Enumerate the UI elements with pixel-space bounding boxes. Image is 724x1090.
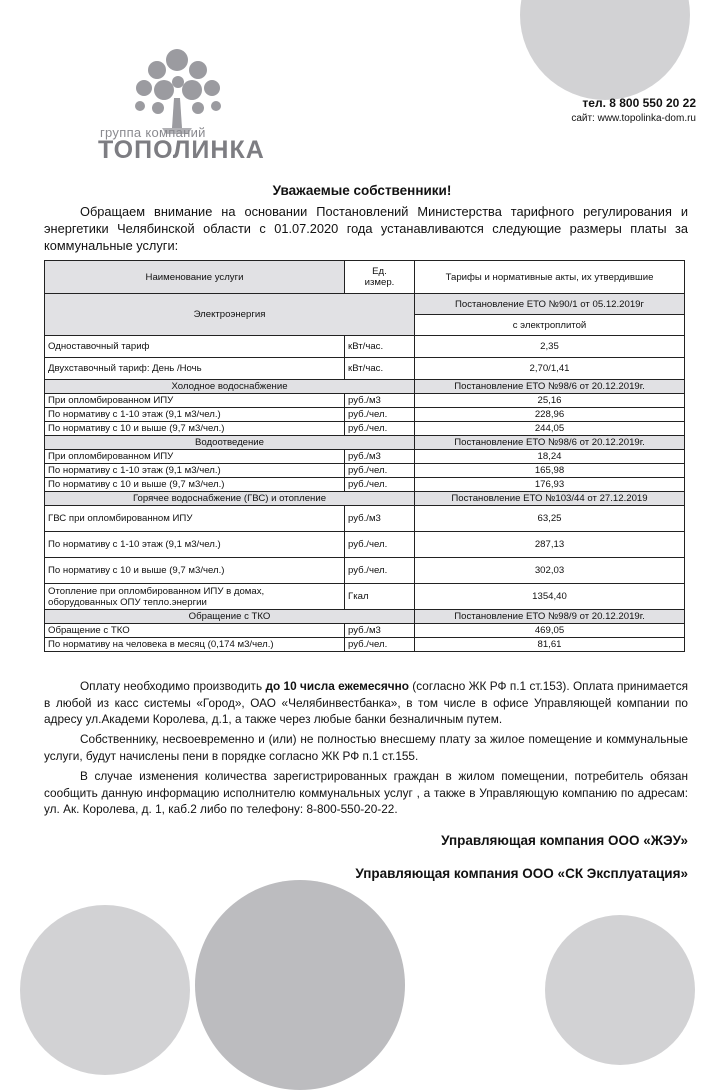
row-value: 287,13: [415, 532, 685, 558]
row-unit: руб./м3: [345, 394, 415, 408]
table-row: [45, 336, 685, 358]
row-name: Обращение с ТКО: [45, 624, 345, 638]
row-unit: руб./чел.: [345, 422, 415, 436]
header-unit-line1: Ед.: [372, 266, 387, 277]
table-row: [45, 422, 685, 436]
payment-text-after: (согласно ЖК РФ п.1 ст.153). Оплата принимается в любой из касс системы «Город», ОАО «Челябинвестбанка», в том числе в офисе Управляющей компании по адресу ул.Академи Королева, д.1, а также через любые банки безналичным путем.: [44, 679, 688, 726]
logo-subtitle: группа компаний: [100, 125, 206, 140]
decor-circle-bottom-center: [195, 880, 405, 1090]
row-name: По нормативу с 1-10 этаж (9,1 м3/чел.): [45, 532, 345, 558]
row-unit: руб./чел.: [345, 638, 415, 652]
section-row-hot-water: [45, 492, 685, 506]
row-name: По нормативу с 10 и выше (9,7 м3/чел.): [45, 558, 345, 584]
row-name: По нормативу на человека в месяц (0,174 м3/чел.): [45, 638, 345, 652]
row-name: По нормативу с 1-10 этаж (9,1 м3/чел.): [45, 464, 345, 478]
row-value: 469,05: [415, 624, 685, 638]
contact-site: сайт: www.topolinka-dom.ru: [571, 113, 696, 124]
row-value: 18,24: [415, 450, 685, 464]
payment-paragraph: [44, 678, 688, 728]
section-hot-act: Постановление ЕТО №103/44 от 27.12.2019: [415, 492, 685, 506]
row-unit: руб./м3: [345, 624, 415, 638]
row-unit: руб./чел.: [345, 478, 415, 492]
row-value: 2,70/1,41: [415, 358, 685, 380]
payment-text-before: Оплату необходимо производить: [80, 679, 266, 693]
payment-deadline: до 10 числа ежемесячно: [265, 679, 409, 693]
table-row-heating: [45, 584, 685, 610]
section-waste-name: Обращение с ТКО: [45, 610, 415, 624]
row-unit: руб./чел.: [345, 532, 415, 558]
row-name: [45, 584, 345, 610]
signature-zheu: Управляющая компания ООО «ЖЭУ»: [441, 833, 688, 848]
row-name: При опломбированном ИПУ: [45, 394, 345, 408]
row-value: 165,98: [415, 464, 685, 478]
section-cold-name: Холодное водоснабжение: [45, 380, 415, 394]
table-row: [45, 478, 685, 492]
row-value: 25,16: [415, 394, 685, 408]
section-row-waste: [45, 610, 685, 624]
section-electric-name: Электроэнергия: [45, 294, 415, 336]
table-row: [45, 532, 685, 558]
row-unit: руб./м3: [345, 450, 415, 464]
signature-sk: Управляющая компания ООО «СК Эксплуатация»: [355, 866, 688, 881]
table-row: [45, 394, 685, 408]
page-title: Уважаемые собственники!: [272, 183, 452, 198]
row-name: Двухставочный тариф: День /Ночь: [45, 358, 345, 380]
header-unit-line2: измер.: [364, 277, 395, 288]
table-row: [45, 506, 685, 532]
table-header-row: [45, 261, 685, 294]
table-row: [45, 358, 685, 380]
table-row: [45, 464, 685, 478]
header-unit: [345, 261, 415, 294]
section-hot-name: Горячее водоснабжение (ГВС) и отопление: [45, 492, 415, 506]
section-electric-act: Постановление ЕТО №90/1 от 05.12.2019г: [415, 294, 685, 315]
heating-name-line1: Отопление при опломбированном ИПУ в домах,: [48, 585, 265, 597]
table-row: [45, 408, 685, 422]
row-name: По нормативу с 10 и выше (9,7 м3/чел.): [45, 478, 345, 492]
row-unit: кВт/час.: [345, 358, 415, 380]
section-row-drainage: [45, 436, 685, 450]
section-drain-act: Постановление ЕТО №98/6 от 20.12.2019г.: [415, 436, 685, 450]
heating-name-line2: оборудованных ОПУ тепло.энергии: [48, 596, 207, 608]
header-service: Наименование услуги: [45, 261, 345, 294]
row-unit: кВт/час.: [345, 336, 415, 358]
section-row-electric: [45, 294, 685, 315]
row-value: 2,35: [415, 336, 685, 358]
tariff-table: [44, 260, 685, 652]
row-unit: руб./м3: [345, 506, 415, 532]
table-row: [45, 638, 685, 652]
row-value: 244,05: [415, 422, 685, 436]
row-value: 176,93: [415, 478, 685, 492]
row-value: 81,61: [415, 638, 685, 652]
row-value: 63,25: [415, 506, 685, 532]
row-name: При опломбированном ИПУ: [45, 450, 345, 464]
row-name: По нормативу с 10 и выше (9,7 м3/чел.): [45, 422, 345, 436]
row-name: По нормативу с 1-10 этаж (9,1 м3/чел.): [45, 408, 345, 422]
row-unit: Гкал: [345, 584, 415, 610]
row-unit: руб./чел.: [345, 408, 415, 422]
table-row: [45, 624, 685, 638]
row-name: ГВС при опломбированном ИПУ: [45, 506, 345, 532]
row-value: 1354,40: [415, 584, 685, 610]
contact-phone: тел. 8 800 550 20 22: [582, 96, 696, 110]
decor-circle-top-right: [520, 0, 690, 100]
row-value: 228,96: [415, 408, 685, 422]
row-unit: руб./чел.: [345, 464, 415, 478]
table-row: [45, 558, 685, 584]
notice-paragraph: В случае изменения количества зарегистрированных граждан в жилом помещении, потребитель обязан сообщить данную информацию исполнителю коммунальных услуг , а также в Управляющую компанию по адресам: ул. Ак. Королева, д. 1, каб.2 либо по телефону: 8-800-550-20-22.: [44, 769, 688, 816]
section-waste-act: Постановление ЕТО №98/9 от 20.12.2019г.: [415, 610, 685, 624]
section-row-cold-water: [45, 380, 685, 394]
decor-circle-bottom-right: [545, 915, 695, 1065]
row-unit: руб./чел.: [345, 558, 415, 584]
section-drain-name: Водоотведение: [45, 436, 415, 450]
section-electric-sub: с электроплитой: [415, 315, 685, 336]
header-tariff: Тарифы и нормативные акты, их утвердившие: [415, 261, 685, 294]
section-cold-act: Постановление ЕТО №98/6 от 20.12.2019г.: [415, 380, 685, 394]
intro-paragraph: Обращаем внимание на основании Постановлений Министерства тарифного регулирования и энергетики Челябинской области с 01.07.2020 года устанавливаются следующие размеры платы за коммунальные услуги:: [44, 204, 688, 253]
logo-title: ТОПОЛИНКА: [98, 136, 265, 164]
decor-circle-bottom-left: [20, 905, 190, 1075]
row-name: Одноставочный тариф: [45, 336, 345, 358]
table-row: [45, 450, 685, 464]
row-value: 302,03: [415, 558, 685, 584]
penalty-paragraph: Собственнику, несвоевременно и (или) не полностью внесшему плату за жилое помещение и коммунальные услуги, будут начислены пени в порядке согласно ЖК РФ п.1 ст.155.: [44, 732, 688, 763]
